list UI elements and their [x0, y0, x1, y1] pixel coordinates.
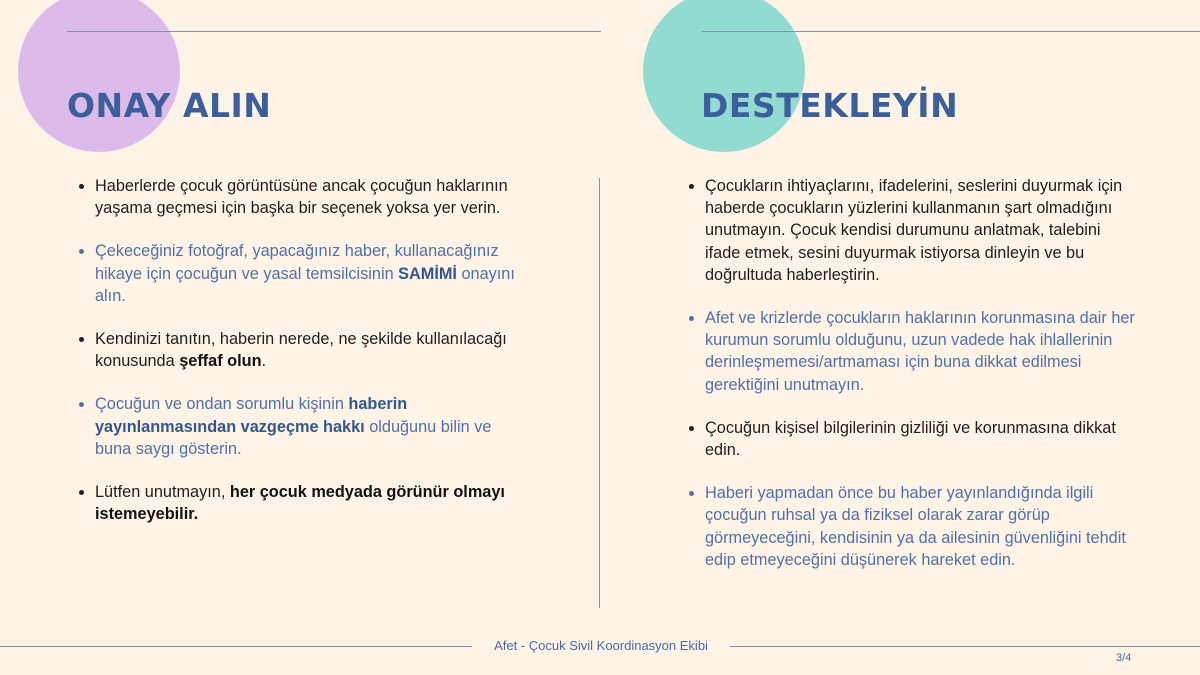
top-rule-right — [702, 31, 1200, 32]
item-emphasis: haberin yayınlanmasından vazgeçme hakkı — [95, 395, 408, 436]
item-emphasis: şeffaf olun — [179, 352, 262, 371]
top-rule-left — [67, 31, 601, 32]
heading-destekleyin: DESTEKLEYİN — [701, 86, 959, 125]
footer-rule-right — [730, 646, 1200, 647]
item-emphasis: her çocuk medyada görünür olmayı istemeyebilir. — [95, 483, 505, 524]
footer-credit: Afet - Çocuk Sivil Koordinasyon Ekibi — [494, 638, 708, 653]
item-text: Lütfen unutmayın, — [95, 483, 230, 502]
list-item — [78, 481, 518, 525]
item-text: Çocuğun kişisel bilgilerinin gizliliği ve korunmasına dikkat edin. — [705, 418, 1116, 460]
item-text: olduğunu bilin ve buna saygı gösterin. — [95, 417, 492, 458]
list-item — [78, 175, 518, 219]
footer-rule-left — [0, 646, 472, 647]
heading-onay-alin: ONAY ALIN — [67, 86, 272, 125]
item-text: Afet ve krizlerde çocukların haklarının korunmasına dair her kurumun sorumlu olduğunu, uzun vadede hak ihlallerinin derinleşmemesi/artmaması için buna dikkat edilmesi gerektiğini unutmayın. — [705, 309, 1135, 394]
page-number: 3/4 — [1116, 652, 1132, 664]
item-text: Haberlerde çocuk görüntüsüne ancak çocuğun haklarının yaşama geçmesi için başka bir seçenek yoksa yer verin. — [95, 177, 508, 218]
item-text: Çekeceğiniz fotoğraf, yapacağınız haber, kullanacağınız hikaye için çocuğun ve yasal temsilcisinin — [95, 242, 499, 283]
item-emphasis: SAMİMİ — [398, 264, 457, 283]
item-text: Çocuğun ve ondan sorumlu kişinin — [95, 395, 349, 414]
list-item — [78, 328, 518, 372]
item-text: onayını alın. — [95, 264, 515, 305]
list-item — [688, 417, 1138, 461]
list-item — [78, 240, 518, 307]
decorative-circle-teal — [643, 0, 805, 152]
item-text: Haberi yapmadan önce bu haber yayınlandığında ilgili çocuğun ruhsal ya da fiziksel olarak zarar görüp görmeyeceğini, kendisinin ya da ailesinin güvenliğini tehdit edip etmeyeceğini düşünerek hareket edin. — [705, 484, 1126, 569]
list-item — [688, 175, 1138, 286]
item-text: Kendinizi tanıtın, haberin nerede, ne şekilde kullanılacağı konusunda — [95, 330, 507, 371]
right-bullet-list — [688, 175, 1138, 592]
list-item — [78, 393, 518, 460]
item-text: Çocukların ihtiyaçlarını, ifadelerini, seslerini duyurmak için haberde çocukların yüzlerini kullanmanın şart olmadığını unutmayın. Çocuk kendisi durumunu anlatmak, talebini ifade etmek, sesini duyurmak istiyorsa dinleyin ve bu doğrultuda haberleştirin. — [705, 177, 1123, 284]
list-item — [688, 482, 1138, 571]
decorative-circle-lavender — [18, 0, 180, 152]
item-text: . — [261, 352, 267, 371]
column-divider — [599, 178, 600, 608]
list-item — [688, 307, 1138, 396]
left-bullet-list — [78, 175, 518, 546]
